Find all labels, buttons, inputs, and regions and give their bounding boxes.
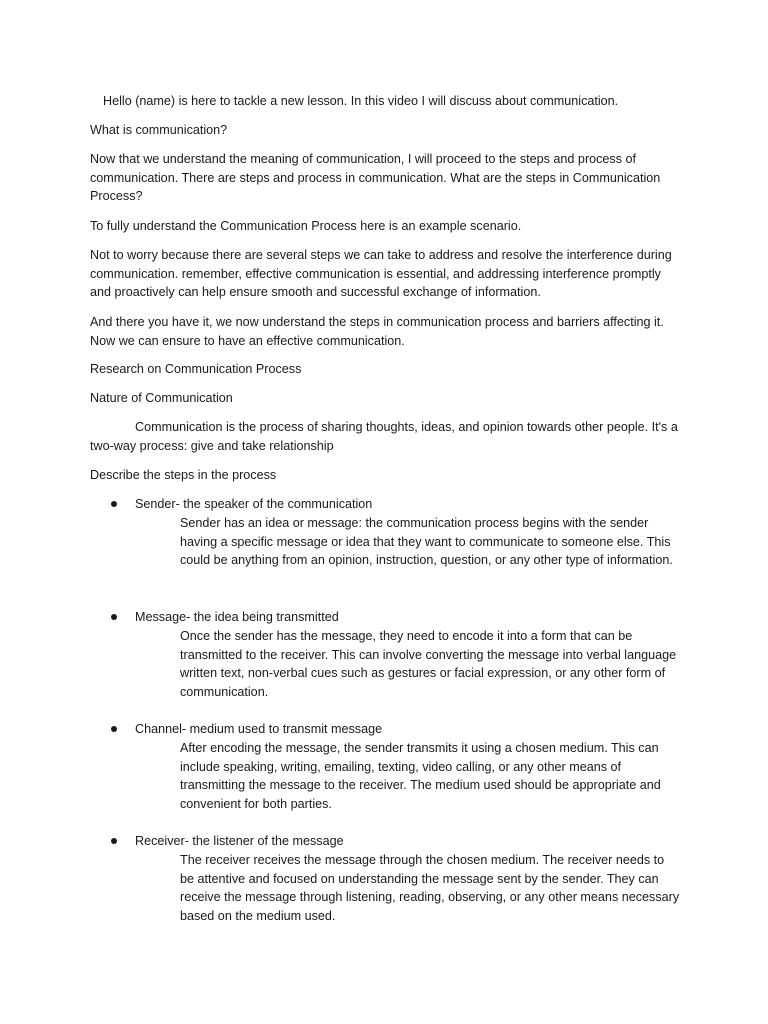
step-label: Message- the idea being transmitted [135,610,339,624]
question-paragraph: What is communication? [90,123,228,137]
bullet-icon [111,838,117,844]
bullet-icon [111,501,117,507]
interference-paragraph: Not to worry because there are several steps we can take to address and resolve the interference during communication. remember, effective communication is essential, and addressing interference promptly and proactively can help ensure smooth and successful exchange of information. [90,248,672,300]
list-item [0,608,768,627]
nature-paragraph: Communication is the process of sharing thoughts, ideas, and opinion towards other people. It's a two-way process: give and take relationship [90,420,678,453]
step-detail: After encoding the message, the sender transmits it using a chosen medium. This can include speaking, writing, emailing, texting, video calling, or any other means of transmitting the message to the receiver. The medium used should be appropriate and convenient for both parties. [180,741,661,811]
research-heading: Research on Communication Process [90,362,302,376]
intro-paragraph: Hello (name) is here to tackle a new lesson. In this video I will discuss about communication. [103,94,619,108]
steps-intro-paragraph: Now that we understand the meaning of communication, I will proceed to the steps and process of communication. There are steps and process in communication. What are the steps in Communication Process? [90,152,661,204]
step-detail: Once the sender has the message, they need to encode it into a form that can be transmitted to the receiver. This can involve converting the message into verbal language written text, non-verbal cues such as gestures or facial expression, or any other form of communication. [180,629,677,699]
bullet-icon [111,726,117,732]
scenario-paragraph: To fully understand the Communication Process here is an example scenario. [90,219,522,233]
step-detail: The receiver receives the message through the chosen medium. The receiver needs to be attentive and focused on understanding the message sent by the sender. They can receive the message through listening, reading, observing, or any other means necessary based on the medium used. [180,853,680,923]
conclusion-paragraph: And there you have it, we now understand the steps in communication process and barriers affecting it. Now we can ensure to have an effective communication. [90,315,664,348]
step-label: Channel- medium used to transmit message [135,722,383,736]
bullet-icon [111,614,117,620]
list-item [0,495,768,514]
step-label: Sender- the speaker of the communication [135,497,373,511]
step-detail: Sender has an idea or message: the communication process begins with the sender having a specific message or idea that they want to communicate to someone else. This could be anything from an opinion, instruction, question, or any other type of information. [180,516,673,568]
list-item [0,832,768,851]
list-item [0,720,768,739]
steps-heading: Describe the steps in the process [90,468,277,482]
nature-heading: Nature of Communication [90,391,233,405]
step-label: Receiver- the listener of the message [135,834,344,848]
